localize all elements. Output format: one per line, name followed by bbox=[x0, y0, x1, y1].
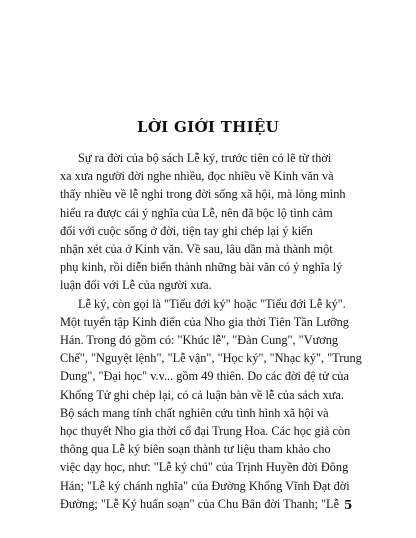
text-line: Bộ sách mang tính chất nghiên cứu tình hình xã hội và bbox=[60, 405, 329, 420]
text-line: Dung", "Đại học" v.v... gồm 49 thiên. Do các đời đệ tử của bbox=[60, 369, 349, 384]
text-line: Một tuyển tập Kinh điển của Nho gia thời Tiên Tần Lưỡng bbox=[60, 314, 349, 329]
text-line: nhận xét của ở Kinh văn. Về sau, lâu dần mà thành một bbox=[60, 242, 333, 257]
text-line: Hán; "Lễ ký chánh nghĩa" của Đường Khổng Vĩnh Đạt đời bbox=[60, 478, 350, 493]
body-text bbox=[60, 149, 368, 513]
text-line: việc dạy học, như: "Lễ ký chú" của Trịnh Huyền đời Đông bbox=[60, 460, 349, 475]
text-line: thông qua Lễ ký biên soạn thành tư liệu tham khảo cho bbox=[60, 442, 331, 457]
text-line: Lễ ký, còn gọi là "Tiểu đới ký" hoặc "Tiểu đới Lễ ký". bbox=[78, 296, 346, 311]
text-line: Đường; "Lễ Ký huấn soạn" của Chu Bân đời Thanh; "Lễ bbox=[60, 496, 340, 511]
text-line: Khổng Tử ghi chép lại, có cả luận bàn về lễ của sách xưa. bbox=[60, 387, 344, 402]
text-line: Sự ra đời của bộ sách Lễ ký, trước tiên có lẽ từ thời bbox=[78, 151, 332, 165]
page-title: LỜI GIỚI THIỆU bbox=[136, 118, 280, 136]
text-line: hiểu ra được cái ý nghĩa của Lễ, nên đã bộc lộ tình cảm bbox=[60, 205, 333, 220]
text-line: Hán. Trong đó gồm có: "Khúc lễ", "Đàn Cung", "Vương bbox=[60, 333, 339, 348]
page-number: 5 bbox=[344, 498, 353, 512]
text-line: luận đối với Lễ của người xưa. bbox=[60, 278, 212, 293]
text-line: đối với cuộc sống ở đời, tiện tay ghi chép lại ý kiến bbox=[60, 223, 313, 238]
text-line: phụ kinh, rồi diễn biến thành những bài văn có ý nghĩa lý bbox=[60, 260, 343, 275]
text-line: Chế", "Nguyệt lệnh", "Lễ vận", "Học ký", "Nhạc ký", "Trung bbox=[60, 351, 362, 366]
text-line: học thuyết Nho gia thời cổ đại Trung Hoa. Các học giả còn bbox=[60, 424, 351, 439]
text-line: xa xưa người đời nghe nhiều, đọc nhiều về Kinh văn và bbox=[60, 169, 334, 184]
text-line: thấy nhiều về lễ nghi trong đời sống xã hội, mà lòng mình bbox=[60, 187, 346, 202]
